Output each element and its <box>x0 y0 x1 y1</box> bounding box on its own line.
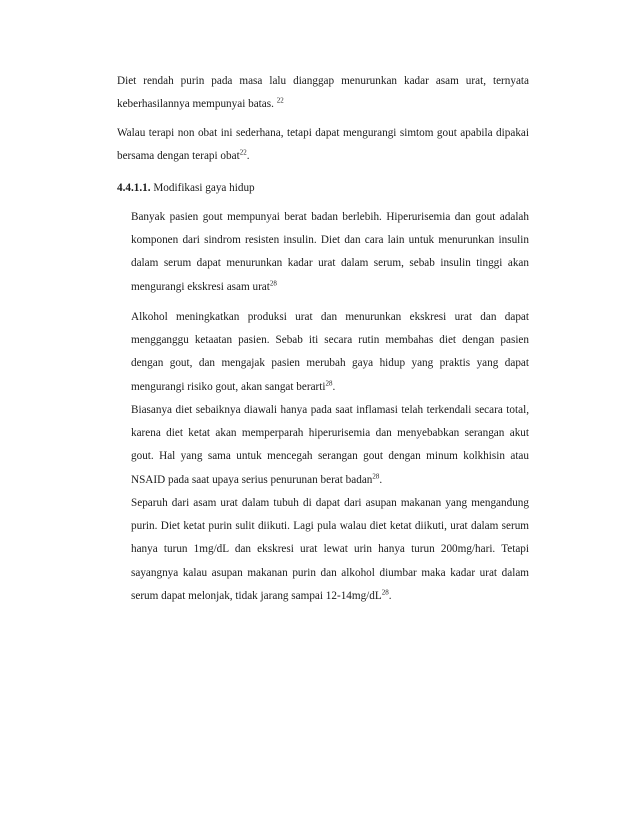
paragraph-end-punctuation: . <box>388 589 392 602</box>
citation-superscript: 22 <box>276 96 284 105</box>
paragraph-berat-badan <box>131 206 529 299</box>
citation-superscript: 28 <box>325 378 333 387</box>
citation-superscript: 22 <box>239 148 247 157</box>
paragraph-biasanya-diet <box>131 399 529 492</box>
paragraph-text: Biasanya diet sebaiknya diawali hanya pada saat inflamasi telah terkendali secara total, karena diet ketat akan memperparah hiperurisemia dan menyebabkan serangan akut gout. Hal yang sama untuk mencegah serangan gout dengan minum kolkhisin atau NSAID pada saat upaya serius penurunan berat badan <box>131 404 529 486</box>
citation-superscript: 28 <box>381 588 389 597</box>
paragraph-text: Diet rendah purin pada masa lalu dianggap menurunkan kadar asam urat, ternyata keberhasilannya mempunyai batas. <box>117 75 529 110</box>
section-number: 4.4.1.1. <box>117 182 151 194</box>
paragraph-separuh-asam-urat <box>131 492 529 608</box>
citation-superscript: 28 <box>269 278 277 287</box>
section-heading <box>117 177 529 200</box>
paragraph-text: Banyak pasien gout mempunyai berat badan berlebih. Hiperurisemia dan gout adalah komponen dari sindrom resisten insulin. Diet dan cara lain untuk menurunkan insulin dalam serum dapat menurunkan kadar urat dalam serum, sebab insulin tinggi akan mengurangi ekskresi asam urat <box>131 211 529 293</box>
paragraph-alkohol <box>131 306 529 399</box>
paragraph-text: Walau terapi non obat ini sederhana, tetapi dapat mengurangi simtom gout apabila dipakai bersama dengan terapi obat <box>117 127 529 162</box>
paragraph-text: Separuh dari asam urat dalam tubuh di dapat dari asupan makanan yang mengandung purin. Diet ketat purin sulit diikuti. Lagi pula walau diet ketat diikuti, urat dalam serum hanya turun 1mg/dL dan ekskresi urat lewat urin hanya turun 200mg/hari. Tetapi sayangnya kalau asupan makanan purin dan alkohol diumbar maka kadar urat dalam serum dapat melonjak, tidak jarang sampai 12-14mg/dL <box>131 497 529 602</box>
paragraph-walau-terapi <box>117 122 529 168</box>
paragraph-end-punctuation: . <box>332 380 336 393</box>
section-title: Modifikasi gaya hidup <box>153 182 255 194</box>
paragraph-end-punctuation: . <box>379 473 383 486</box>
paragraph-end-punctuation: . <box>246 150 250 162</box>
paragraph-diet-rendah-purin <box>117 70 529 116</box>
citation-superscript: 28 <box>372 471 380 480</box>
paragraph-text: Alkohol meningkatkan produksi urat dan menurunkan ekskresi urat dan dapat mengganggu ketaatan pasien. Sebab iti secara rutin membahas diet dengan pasien dengan gout, dan mengajak pasien merubah gaya hidup yang praktis yang dapat mengurangi risiko gout, akan sangat berarti <box>131 311 529 393</box>
